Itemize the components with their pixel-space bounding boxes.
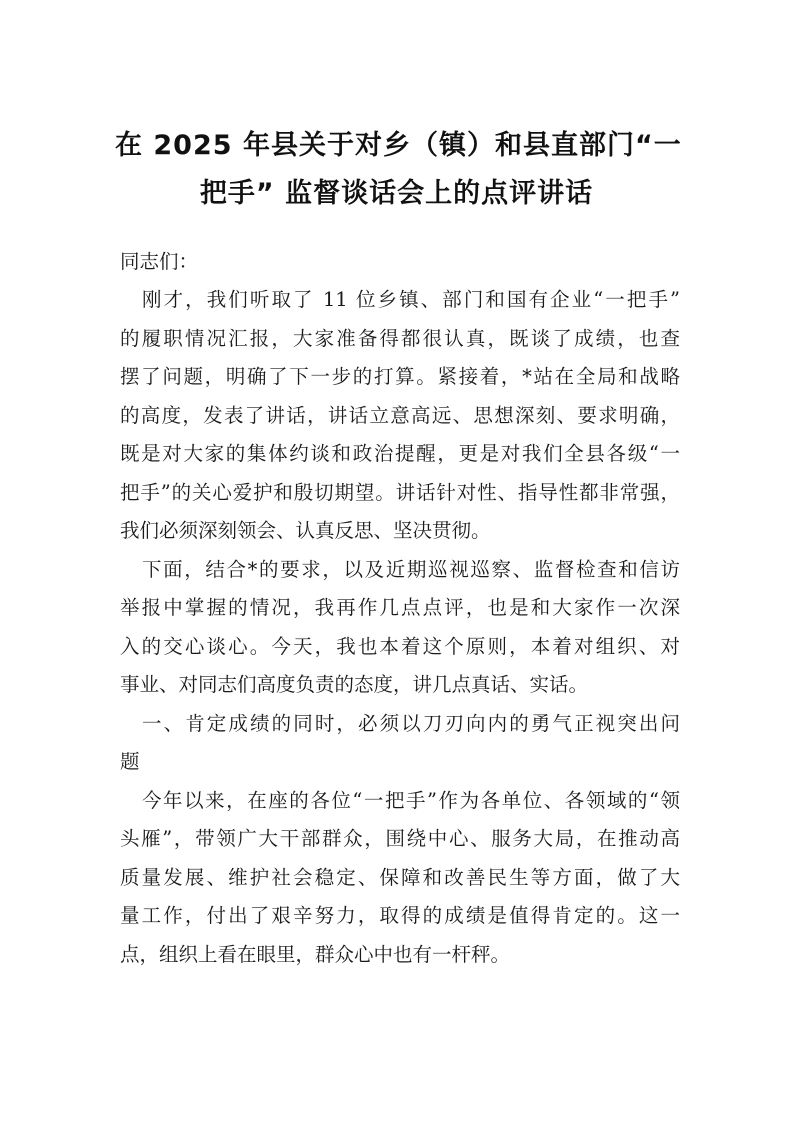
paragraph-line: 举报中掌握的情况，我再作几点点评，也是和大家作一次深 — [120, 596, 680, 619]
paragraph-line: 入的交心谈心。今天，我也本着这个原则，本着对组织、对 — [120, 634, 680, 658]
paragraph-line: 点，组织上看在眼里，群众心中也有一杆秤。 — [120, 942, 511, 966]
section-heading-1 — [120, 705, 680, 782]
paragraph-line: 摆了问题，明确了下一步的打算。紧接着，*站在全局和战略 — [120, 365, 680, 388]
document-body — [120, 243, 680, 974]
title-line-2: 把手” 监督谈话会上的点评讲话 — [199, 178, 594, 209]
paragraph-line: 质量发展、维护社会稳定、保障和改善民生等方面，做了大 — [120, 865, 680, 889]
paragraph-line: 量工作，付出了艰辛努力，取得的成绩是值得肯定的。这一 — [120, 904, 680, 927]
paragraph-line: 的履职情况汇报，大家准备得都很认真，既谈了成绩，也查 — [120, 326, 680, 350]
paragraph-line: 的高度，发表了讲话，讲话立意高远、思想深刻、要求明确， — [120, 403, 680, 427]
heading-line: 题 — [120, 750, 140, 773]
paragraph-2 — [120, 551, 680, 705]
paragraph-1 — [120, 281, 680, 551]
heading-line: 一、肯定成绩的同时，必须以刀刃向内的勇气正视突出问 — [142, 711, 680, 735]
paragraph-line: 刚才，我们听取了 11 位乡镇、部门和国有企业“一把手” — [142, 288, 680, 311]
paragraph-line: 今年以来，在座的各位“一把手”作为各单位、各领域的“领 — [142, 788, 680, 812]
paragraph-line: 既是对大家的集体约谈和政治提醒，更是对我们全县各级“一 — [120, 442, 680, 465]
paragraph-line: 我们必须深刻领会、认真反思、坚决贯彻。 — [120, 519, 491, 542]
salutation: 同志们： — [120, 250, 199, 273]
paragraph-line: 事业、对同志们高度负责的态度，讲几点真话、实话。 — [120, 673, 589, 696]
paragraph-3 — [120, 782, 680, 975]
document-title — [115, 122, 682, 218]
paragraph-line: 下面，结合*的要求，以及近期巡视巡察、监督检查和信访 — [142, 557, 680, 581]
paragraph-line: 头雁”，带领广大干部群众，围绕中心、服务大局，在推动高 — [120, 827, 680, 850]
paragraph-line: 把手”的关心爱护和殷切期望。讲话针对性、指导性都非常强， — [120, 480, 680, 504]
title-line-1: 在 2025 年县关于对乡（镇）和县直部门“一 — [115, 130, 682, 161]
